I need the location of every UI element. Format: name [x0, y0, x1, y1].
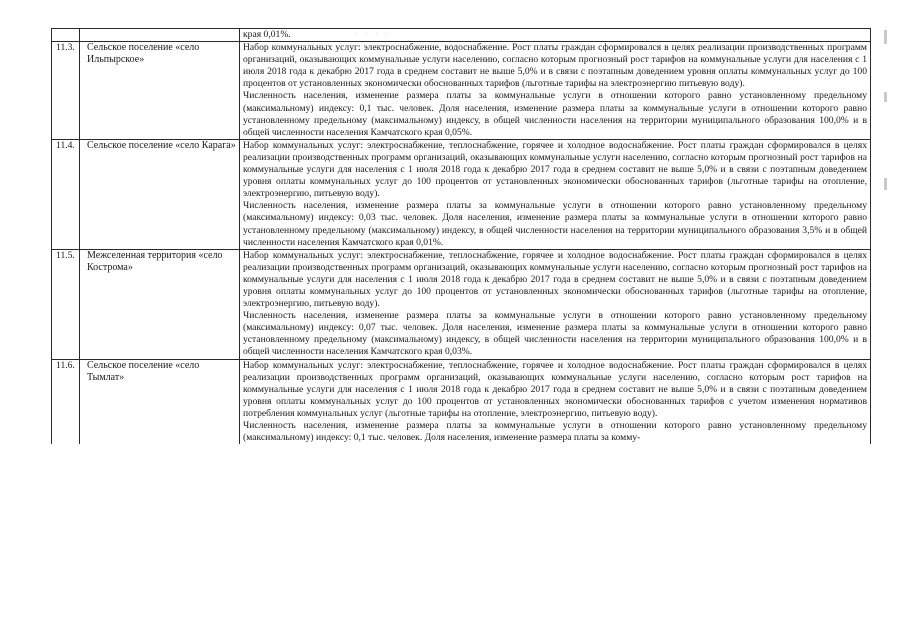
name-cell	[80, 29, 240, 42]
population-paragraph: Численность населения, изменение размера платы за коммунальные услуги в отношении которого равно установленному предельному (максимальному) индексу: 0,03 тыс. человек. Доля населения, изменение размера платы за коммунальные услуги в отношении которого равно установленному предельному (максимальному) индексу, в общей численности населения на территории муниципального образования 3,5% и в общей численности населения Камчатского края 0,01%.	[243, 200, 867, 248]
services-paragraph: Набор коммунальных услуг: электроснабжение, теплоснабжение, горячее и холодное водоснабжение. Рост платы граждан сформировался в целях реализации производственных программ организаций, оказывающих коммунальные услуги населению, согласно которым рост тарифов на коммунальные услуги для населения с 1 июля 2018 года к декабрю 2017 года в среднем составит не выше 5,0% и в связи с поэтапным доведением уровня оплаты коммунальных услуг до 100 процентов от установленных экономически обоснованных тарифов с учетом изменения нормативов потребления коммунальных услуг (льготные тарифы на отопление, электроэнергию, питьевую воду).	[243, 359, 867, 419]
row-number: 11.5.	[52, 249, 80, 359]
row-number: 11.6.	[52, 359, 80, 444]
population-paragraph: Численность населения, изменение размера платы за коммунальные услуги в отношении которого равно установленному предельному (максимальному) индексу: 0,1 тыс. человек. Доля населения, изменение размера платы за комму-	[243, 420, 867, 444]
services-paragraph: Набор коммунальных услуг: электроснабжение, теплоснабжение, горячее и холодное водоснабжение. Рост платы граждан сформировался в целях реализации производственных программ организаций, оказывающих коммунальные услуги населению, согласно которым прогнозный рост тарифов на коммунальные услуги для населения с 1 июля 2018 года к декабрю 2017 года в среднем составит не выше 5,0% и в связи с поэтапным доведением уровня оплаты коммунальных услуг до 100 процентов от установленных экономически обоснованных тарифов (льготные тарифы на отопление, электроэнергию, питьевую воду).	[243, 249, 867, 310]
number-cell	[52, 29, 80, 42]
tariff-table	[51, 28, 871, 444]
row-number: 11.3.	[52, 42, 80, 140]
description-cell	[240, 139, 871, 249]
scan-edge-artifact	[884, 92, 887, 102]
services-paragraph: Набор коммунальных услуг: электроснабжение, теплоснабжение, горячее и холодное водоснабжение. Рост платы граждан сформировался в целях реализации производственных программ организаций, оказывающих коммунальные услуги населению, согласно которым прогнозный рост тарифов на коммунальные услуги для населения с 1 июля 2018 года к декабрю 2017 года в среднем составит не выше 5,0% и в связи с поэтапным доведением уровня оплаты коммунальных услуг до 100 процентов от установленных экономически обоснованных тарифов (льготные тарифы на отопление, электроэнергию, питьевую воду).	[243, 139, 867, 200]
settlement-name: Сельское поселение «село Ильпырское»	[80, 42, 240, 140]
settlement-name: Сельское поселение «село Тымлат»	[80, 359, 240, 444]
table-row	[52, 359, 871, 444]
settlement-name: Межселенная территория «село Кострома»	[80, 249, 240, 359]
settlement-name: Сельское поселение «село Карага»	[80, 139, 240, 249]
table-row	[52, 139, 871, 249]
description-cell	[240, 29, 871, 42]
description-cell	[240, 359, 871, 444]
table-row-continuation	[52, 29, 871, 42]
description-cell	[240, 42, 871, 140]
scan-edge-artifact	[884, 178, 887, 190]
scan-edge-artifact	[884, 30, 887, 44]
table-row	[52, 249, 871, 359]
services-paragraph: Набор коммунальных услуг: электроснабжение, водоснабжение. Рост платы граждан сформировался в целях реализации производственных программ организаций, оказывающих коммунальные услуги населению, согласно которым прогнозный рост тарифов на коммунальные услуги для населения с 1 июля 2018 года к декабрю 2017 года в среднем составит не выше 5,0% и в связи с поэтапным доведением уровня оплаты коммунальных услуг до 100 процентов от установленных экономически обоснованных тарифов (льготные тарифы на электроэнергию питьевую воду).	[243, 42, 867, 90]
population-paragraph: Численность населения, изменение размера платы за коммунальные услуги в отношении которого равно установленному предельному (максимальному) индексу: 0,07 тыс. человек. Доля населения, изменение размера платы за коммунальные услуги в отношении которого равно установленному предельному (максимальному) индексу, в общей численности населения на территории муниципального образования 100,0% и в общей численности населения Камчатского края 0,03%.	[243, 310, 867, 358]
table-row	[52, 42, 871, 140]
continuation-text: края 0,01%.	[243, 29, 291, 40]
description-cell	[240, 249, 871, 359]
row-number: 11.4.	[52, 139, 80, 249]
population-paragraph: Численность населения, изменение размера платы за коммунальные услуги в отношении которого равно установленному предельному (максимальному) индексу: 0,1 тыс. человек. Доля населения, изменение размера платы за коммунальные услуги в отношении которого равно установленному предельному (максимальному) индексу, в общей численности населения на территории муниципального образования 100,0% и в общей численности населения Камчатского края 0,05%.	[243, 90, 867, 138]
scan-artifact: · · · ·	[355, 30, 391, 38]
